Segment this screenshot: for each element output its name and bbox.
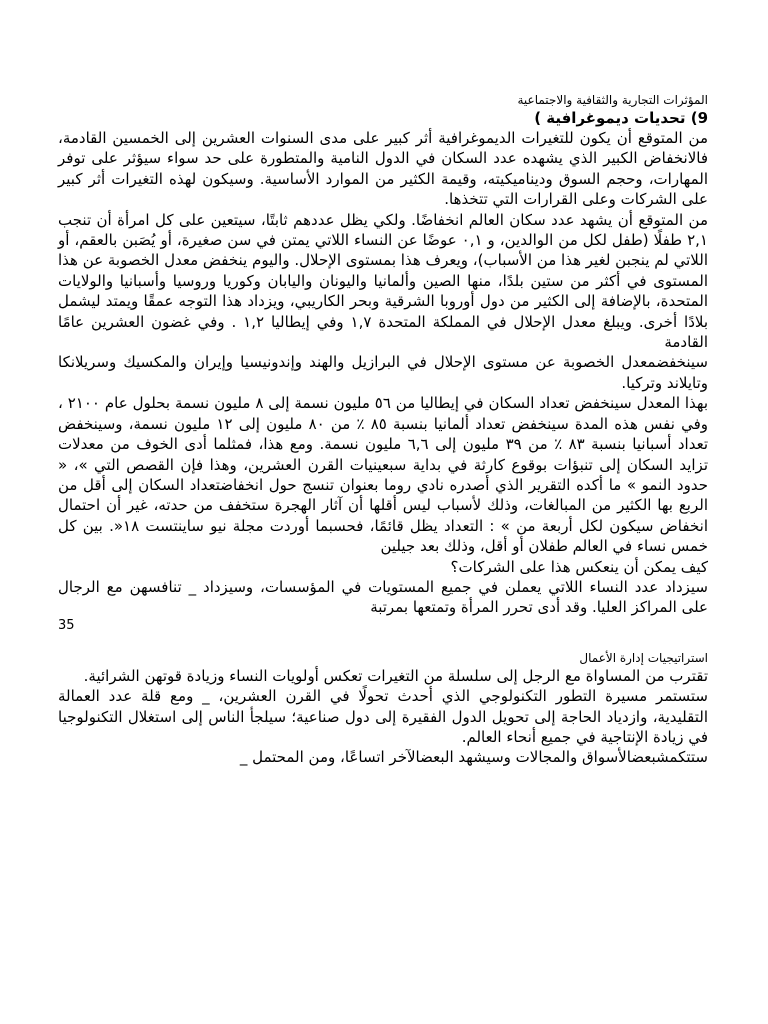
running-header: المؤثرات التجارية والثقافية والاجتماعية (517, 93, 708, 107)
running-header-2: استراتيجيات إدارة الأعمال (579, 650, 708, 665)
paragraph-population-decline: بهذا المعدل سينخفض تعداد السكان في إيطاليا من ٥٦ مليون نسمة إلى ٨ مليون نسمة بحلول عام ٢١٠٠ ، وفي نفس هذه المدة سينخفض تعداد ألمانيا بنسبة ٨٥ ٪ من ٨٠ مليون إلى ١٢ مليون نسمة، وسينخفض تعداد أسبانيا بنسبة ٨٣ ٪ من ٣٩ مليون إلى ٦,٦ مليون نسمة. ومع هذا، فمثلما أدى الخوف من معدلات تزايد السكان إلى تنبؤات بوقوع كارثة في بداية سبعينيات القرن العشرين، وهذا فإن القصص التي »، « حدود النمو » ما أكده التقرير الذي أصدره نادي روما بعنوان تنسج حول انخفاضتعداد السكان إلى أقل من الربع بها الكثير من المبالغات، وذلك لأسباب ليس أقلها أن آثار الهجرة ستخفف من حدته، غير أن احتمال انخفاض سيكون لكل أربعة من » : التعداد يظل قائمًا، فحسبما أوردت مجلة نيو ساينتست ١٨«. بين كل خمس نساء في العالم طفلان أو أقل، وذلك بعد جيلين (58, 394, 709, 556)
paragraph-intro: من المتوقع أن يكون للتغيرات الديموغرافية أثر كبير على مدى السنوات العشرين إلى الخمسين القادمة، فالانخفاض الكبير الذي يشهده عدد السكان في الدول النامية والمتطورة على حد سواء سيؤثر على توفر المهارات، وحجم السوق وديناميكيته، وقيمة الكثير من الموارد الأساسية. وسيكون لهذه التغيرات أثر كبير على الشركات وعلى القرارات التي تتخذها. (58, 129, 708, 209)
paragraph-markets: ستتكمشبعضالأسواق والمجالات وسيشهد البعضالآخر اتساعًا، ومن المحتمل _ (239, 748, 708, 767)
paragraph-women-workforce: سيزداد عدد النساء اللاتي يعملن في جميع المستويات في المؤسسات، وسيزداد _ تنافسهن مع الرجال على المراكز العليا. وقد أدى تحرر المرأة وتمتعها بمرتبة (58, 577, 708, 617)
paragraph-equality: تقترب من المساواة مع الرجل إلى سلسلة من التغيرات تعكس أولويات النساء وزيادة قوتهن الشرائية. (83, 666, 708, 685)
document-page (58, 92, 708, 768)
page-number: 35 (58, 617, 75, 633)
page-break (58, 634, 708, 650)
paragraph-technology: ستستمر مسيرة التطور التكنولوجي الذي أحدث تحولًا في القرن العشرين، _ ومع قلة عدد العمالة التقليدية، وازدياد الحاجة إلى تحويل الدول الفقيرة إلى دول صناعية؛ سيلجأ الناس إلى استغلال التكنولوجيا في زيادة الإنتاجية في جميع أنحاء العالم. (58, 687, 708, 746)
section-title: 9) تحديات ديموغرافية ) (534, 109, 708, 127)
paragraph-question: كيف يمكن أن ينعكس هذا على الشركات؟ (450, 557, 708, 576)
paragraph-countries: سينخفضمعدل الخصوبة عن مستوى الإحلال في البرازيل والهند وإندونيسيا وإيران والمكسيك وسريلانكا وتايلاند وتركيا. (58, 353, 708, 392)
paragraph-fertility: من المتوقع أن يشهد عدد سكان العالم انخفاضًا. ولكي يظل عددهم ثابتًا، سيتعين على كل امرأة أن تنجب ٢,١ طفلًا (طفل لكل من الوالدين، و ٠,١ عوضًا عن النساء اللاتي يمتن في سن صغيرة، أو يُصَبن بالعقم، أو اللاتي لم ينجبن لغير هذا من الأسباب)، ويعرف هذا بمستوى الإحلال. واليوم ينخفض معدل الخصوبة عن هذا المستوى في أكثر من ستين بلدًا، منها الصين وألمانيا واليونان واليابان وكوريا وروسيا وأسبانيا والولايات المتحدة، بالإضافة إلى الكثير من دول أوروبا الشرقية وبحر الكاريبي، ويزداد هذا التوجه عمقًا ويمتد ليشمل بلادًا أخرى. ويبلغ معدل الإحلال في المملكة المتحدة ١,٧ وفي إيطاليا ١,٢ . وفي غضون العشرين عامًا القادمة (58, 210, 708, 352)
